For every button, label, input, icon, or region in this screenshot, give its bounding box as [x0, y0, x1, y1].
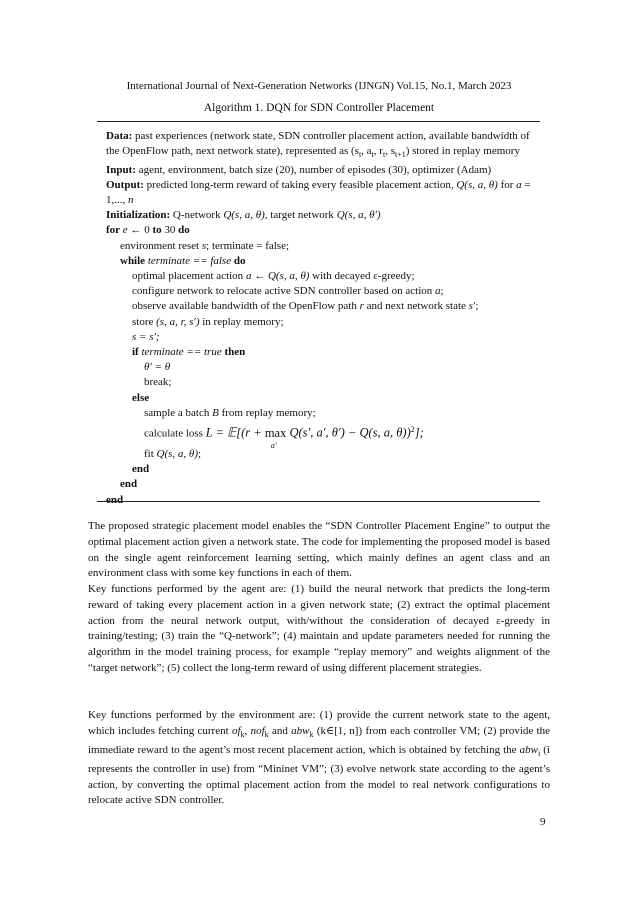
- opt-q: Q(s, a, θ): [267, 270, 310, 283]
- data-keyword: Data:: [106, 130, 133, 142]
- algo-fit-line: [106, 447, 546, 462]
- algo-while-line: [106, 254, 546, 269]
- algo-input-line: [106, 163, 546, 178]
- para3-nof: nof: [250, 724, 265, 737]
- algo-end-while: [106, 477, 546, 492]
- algo-env-reset: [106, 239, 546, 254]
- output-a: a: [516, 178, 522, 191]
- loss-formula-a: L = 𝔼[(r +: [205, 425, 265, 440]
- algo-end-if: [106, 462, 546, 477]
- page-number: 9: [540, 816, 546, 828]
- algo-loss-line: [106, 421, 546, 450]
- env-rest: ; terminate = false;: [206, 239, 290, 252]
- observe-text-1: observe available bandwidth of the OpenFlow path: [132, 300, 360, 313]
- algorithm-body: [106, 129, 546, 508]
- max-text: max: [264, 425, 287, 440]
- para3-of: of: [231, 724, 241, 737]
- while-cond: terminate == false: [145, 254, 234, 267]
- fit-q: Q(s, a, θ): [156, 448, 198, 461]
- init-q2: Q(s, a, θ′): [336, 209, 381, 222]
- opt-text-3: with decayed ε-greedy;: [309, 270, 415, 283]
- paragraph-2: Key functions performed by the agent are: (1) build the neural network that predicts the long-term reward of taking every placement action in a given network state; (2) extract the optimal placement action from the neural network output, with/without the consideration of decayed ε-greedy in training/testing; (3) train the “Q-network”; (4) maintain and update parameters needed for running the algorithm in the model training process, for example “replay memory” and weights alignment of the “target network”; (5) collect the long-term reward of using different placement strategies.: [88, 583, 550, 674]
- paragraph-3: [88, 708, 550, 809]
- algo-for-line: [106, 223, 546, 238]
- output-n: n: [128, 194, 134, 206]
- store-text-1: store: [132, 315, 157, 328]
- end-keyword-3: end: [106, 493, 124, 506]
- fit-text: fit: [144, 448, 157, 461]
- data-text: past experiences (network state, SDN controller placement action, available bandwidth of: [132, 130, 530, 142]
- configure-end: ;: [440, 285, 444, 298]
- to-keyword: to: [152, 224, 162, 237]
- paragraph-1: The proposed strategic placement model enables the “SDN Controller Placement Engine” to output the optimal placement action given a network state. The code for implementing the proposed model is based on the single agent reinforcement learning setting, which mainly defines an agent class and an environment class with some key functions in each of them.: [88, 520, 550, 580]
- algo-output-line: [106, 178, 546, 193]
- store-text-2: in replay memory;: [199, 315, 284, 328]
- observe-s: s′: [468, 300, 476, 313]
- algo-opt-line: [106, 269, 546, 284]
- algo-output-line-2: [106, 193, 546, 208]
- while-do: do: [233, 254, 246, 267]
- output-range: 1,...,: [106, 194, 128, 206]
- theta-assign: θ′ = θ: [144, 361, 171, 374]
- algorithm-bottom-rule: [97, 501, 540, 502]
- init-keyword: Initialization:: [106, 209, 171, 222]
- tuple-subscripts: t: [358, 150, 362, 160]
- para3-text-2: (i represents the controller in use) from “Mininet VM”; (3) evolve network state according to the agent’s action, by converting the optimal placement action from the model to real network configurations to relocate active SDN controller.: [88, 743, 550, 807]
- sample-text-2: from replay memory;: [218, 406, 316, 419]
- sample-b: B: [212, 406, 219, 419]
- max-operator: [264, 424, 287, 450]
- para3-abw-sub: k: [309, 729, 314, 739]
- opt-a: a: [245, 270, 252, 283]
- data-text-tail: ) stored in replay memory: [405, 145, 520, 158]
- algo-configure-line: [106, 284, 546, 299]
- para3-and: and: [268, 724, 292, 737]
- algo-theta-line: [106, 360, 546, 375]
- para3-range: (k∈[1, n]) from each controller VM; (2) provide the immediate reward to the agent’s most recent placement action, which is obtained by fetching the: [88, 724, 550, 756]
- if-cond: terminate == true: [138, 346, 225, 359]
- if-keyword: if: [132, 346, 139, 359]
- algo-data-line-2: the OpenFlow path, next network state), represented as ($s_t$, $a_t$, $r_t$, $s_{t+1}$) stored in replay memory: [106, 145, 520, 160]
- assign-text: s = s′;: [132, 330, 160, 343]
- for-var: e: [120, 224, 128, 237]
- end-keyword-1: end: [132, 463, 150, 476]
- loss-formula-b: Q(s′, a′, θ′) − Q(s, a, θ)): [286, 425, 411, 440]
- break-text: break;: [144, 376, 172, 389]
- output-keyword: Output:: [106, 178, 144, 191]
- algorithm-top-rule: [97, 121, 540, 122]
- env-s: s: [201, 239, 207, 252]
- configure-text: configure network to relocate active SDN controller based on action: [132, 285, 435, 298]
- output-q: Q(s, a, θ): [456, 178, 498, 191]
- input-text: agent, environment, batch size (20), number of episodes (30), optimizer (Adam): [135, 163, 492, 176]
- loss-text: calculate loss: [144, 427, 206, 440]
- para3-abwi-sub: i: [537, 748, 541, 758]
- output-for: for: [497, 178, 517, 191]
- algo-store-line: [106, 315, 546, 330]
- observe-text-2: and next network state: [363, 300, 469, 313]
- data-text-2: the OpenFlow path, next network state), represented as (s: [106, 145, 359, 158]
- journal-header: International Journal of Next-Generation Networks (IJNGN) Vol.15, No.1, March 2023: [126, 80, 512, 92]
- fit-end: ;: [198, 448, 202, 461]
- algo-assign-line: [106, 330, 546, 345]
- observe-r: r: [359, 300, 364, 313]
- env-reset-text: environment reset: [120, 239, 202, 252]
- output-eq: =: [521, 178, 531, 191]
- configure-a: a: [435, 285, 441, 298]
- for-end: 30: [161, 224, 179, 237]
- end-keyword-2: end: [120, 478, 138, 491]
- else-keyword: else: [132, 391, 150, 404]
- para3-abw: abw: [291, 724, 310, 737]
- algo-data-line: [106, 129, 546, 144]
- for-text: ← 0: [127, 224, 153, 237]
- sample-text-1: sample a batch: [144, 406, 213, 419]
- init-text-2: , target network: [264, 209, 337, 222]
- while-keyword: while: [120, 254, 146, 267]
- opt-text-1: optimal placement action: [132, 270, 246, 283]
- algo-init-line: [106, 208, 546, 223]
- loss-square: 2: [410, 425, 415, 435]
- algo-observe-line: [106, 299, 546, 314]
- para3-abwi: abw: [519, 743, 538, 756]
- algo-sample-line: [106, 406, 546, 421]
- para3-comma: ,: [244, 724, 251, 737]
- output-text: predicted long-term reward of taking every feasible placement action,: [143, 178, 457, 191]
- algo-break-line: [106, 375, 546, 390]
- input-keyword: Input:: [106, 163, 136, 176]
- para3-text-1: Key functions performed by the environment are: (1) provide the current network state to the agent, which includes fetching current: [88, 709, 550, 737]
- do-keyword: do: [178, 224, 190, 237]
- algo-if-line: [106, 345, 546, 360]
- observe-end: ;: [475, 300, 479, 313]
- for-keyword: for: [106, 224, 121, 237]
- loss-formula-c: ];: [414, 425, 424, 440]
- max-subscript: a′: [270, 440, 277, 450]
- algo-else-line: [106, 391, 546, 406]
- then-keyword: then: [224, 346, 246, 359]
- opt-arrow: ←: [251, 270, 268, 283]
- algorithm-title: Algorithm 1. DQN for SDN Controller Placement: [203, 102, 435, 114]
- init-q1: Q(s, a, θ): [223, 209, 265, 222]
- store-tuple: (s, a, r, s′): [156, 315, 200, 328]
- para3-nof-sub: k: [264, 729, 269, 739]
- init-text-1: Q-network: [170, 209, 224, 222]
- para3-of-sub: k: [240, 729, 245, 739]
